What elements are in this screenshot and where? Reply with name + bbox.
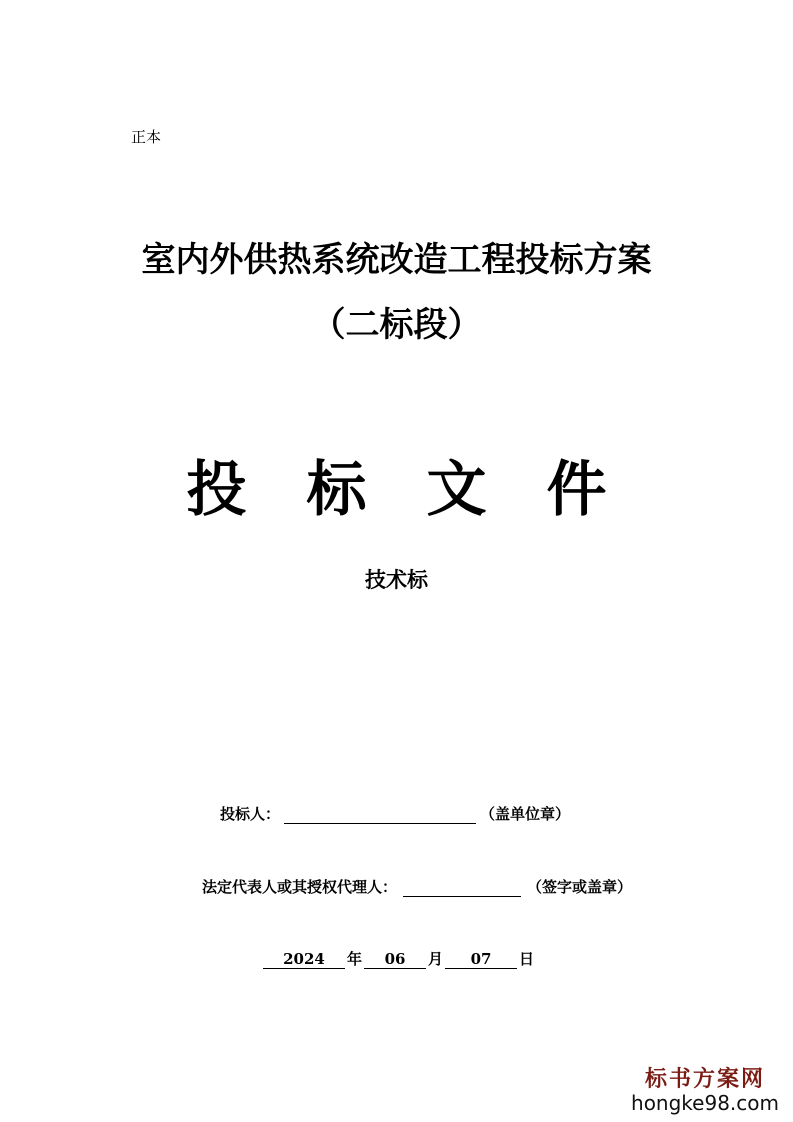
bidder-signature-line — [284, 805, 476, 824]
document-title-char: 文 — [426, 455, 487, 525]
document-title-char: 投 — [186, 455, 247, 525]
document-title — [0, 442, 793, 528]
legal-rep-note: （签字或盖章） — [527, 878, 633, 896]
date-year-unit: 年 — [347, 950, 363, 968]
document-title-char: 件 — [546, 455, 607, 525]
watermark — [631, 1062, 779, 1115]
bidder-row — [220, 803, 570, 824]
bidder-seal-note: （盖单位章） — [480, 805, 571, 823]
document-subtitle: 技术标 — [365, 567, 428, 592]
date-row — [263, 948, 536, 969]
watermark-url: hongke98.com — [631, 1091, 779, 1115]
date-day-unit: 日 — [519, 950, 535, 968]
project-section: （二标段） — [311, 305, 482, 345]
date-month-unit: 月 — [428, 950, 444, 968]
legal-rep-row — [202, 876, 632, 897]
legal-rep-signature-line — [403, 878, 521, 897]
copy-label: 正本 — [131, 128, 162, 146]
date-month: 06 — [364, 950, 426, 969]
legal-rep-label: 法定代表人或其授权代理人： — [202, 878, 398, 896]
bidder-label: 投标人： — [220, 805, 281, 823]
watermark-cn: 标书方案网 — [645, 1066, 766, 1092]
date-day: 07 — [445, 950, 517, 969]
project-title: 室内外供热系统改造工程投标方案 — [141, 240, 652, 280]
date-year: 2024 — [263, 950, 345, 969]
document-title-char: 标 — [306, 455, 367, 525]
